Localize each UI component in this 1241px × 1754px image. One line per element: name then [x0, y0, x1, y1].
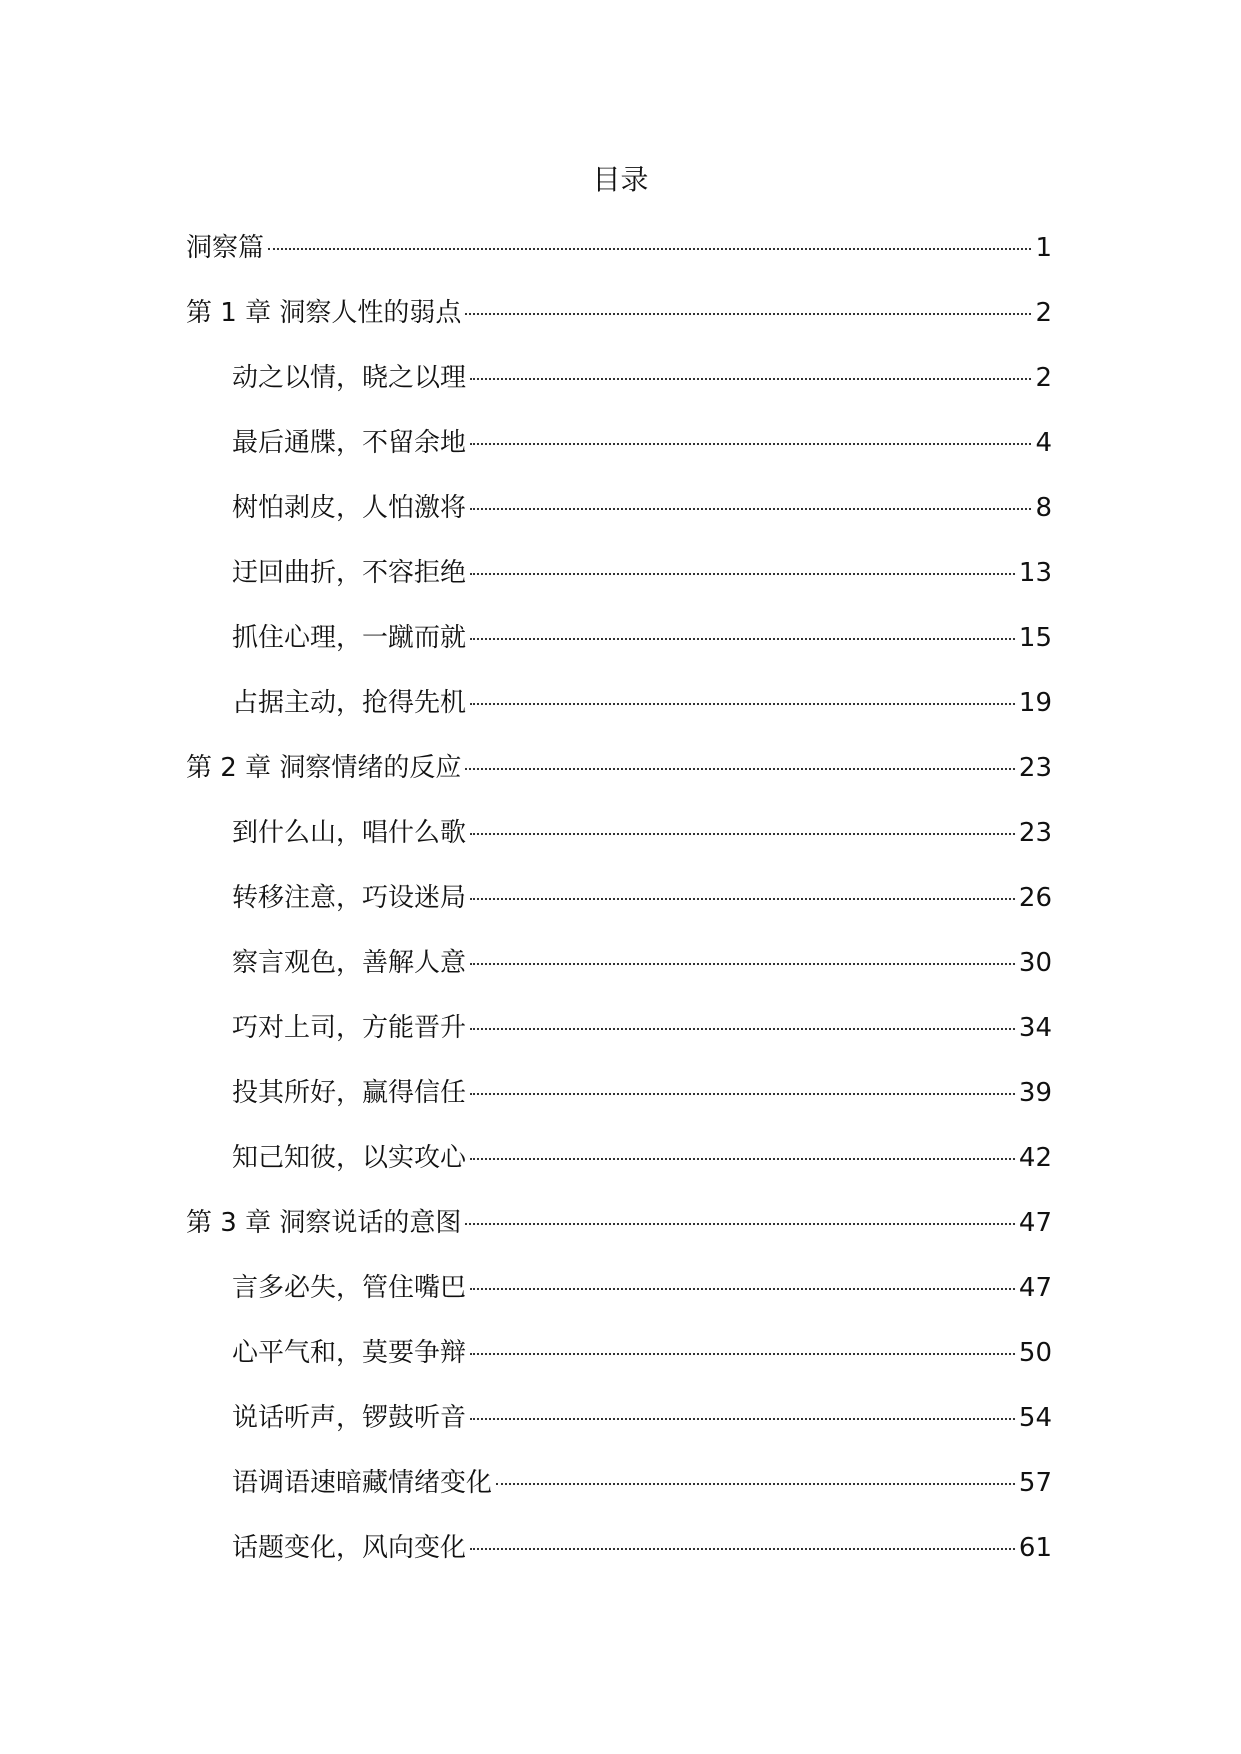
toc-page-number: 2 — [1035, 298, 1052, 328]
toc-page-number: 54 — [1018, 1403, 1052, 1433]
toc-entry-label: 动之以情，晓之以理 — [232, 363, 467, 393]
toc-chapter-entry[interactable] — [186, 748, 1052, 813]
toc-chapter-entry[interactable] — [186, 228, 1052, 293]
toc-section-entry[interactable] — [186, 553, 1052, 618]
toc-section-entry[interactable] — [186, 618, 1052, 683]
toc-dot-leader — [470, 1353, 1015, 1355]
toc-entry-label: 语调语速暗藏情绪变化 — [232, 1468, 493, 1498]
toc-section-entry[interactable] — [186, 683, 1052, 748]
toc-dot-leader — [470, 638, 1015, 640]
toc-dot-leader — [470, 573, 1015, 575]
toc-page-number: 42 — [1018, 1143, 1052, 1173]
toc-dot-leader — [496, 1483, 1015, 1485]
toc-section-entry[interactable] — [186, 423, 1052, 488]
toc-chapter-entry[interactable] — [186, 293, 1052, 358]
toc-entry-label: 占据主动，抢得先机 — [232, 688, 467, 718]
toc-entry-label: 第 2 章 洞察情绪的反应 — [186, 753, 462, 783]
toc-dot-leader — [470, 508, 1031, 510]
toc-page-number: 15 — [1018, 623, 1052, 653]
toc-dot-leader — [470, 1093, 1015, 1095]
toc-chapter-entry[interactable] — [186, 1203, 1052, 1268]
toc-entry-label: 知己知彼，以实攻心 — [232, 1143, 467, 1173]
toc-dot-leader — [470, 833, 1015, 835]
toc-page-number: 50 — [1018, 1338, 1052, 1368]
toc-page-number: 8 — [1035, 493, 1052, 523]
toc-dot-leader — [470, 1548, 1015, 1550]
toc-section-entry[interactable] — [186, 1268, 1052, 1333]
toc-dot-leader — [470, 1418, 1015, 1420]
toc-section-entry[interactable] — [186, 1138, 1052, 1203]
toc-page-number: 26 — [1018, 883, 1052, 913]
toc-page-number: 4 — [1035, 428, 1052, 458]
toc-page-number: 1 — [1035, 233, 1052, 263]
toc-page-number: 34 — [1018, 1013, 1052, 1043]
toc-dot-leader — [470, 703, 1015, 705]
toc-entry-label: 洞察篇 — [186, 233, 265, 263]
toc-dot-leader — [470, 1158, 1015, 1160]
toc-page-number: 23 — [1018, 818, 1052, 848]
toc-dot-leader — [470, 1288, 1015, 1290]
toc-dot-leader — [268, 248, 1031, 250]
toc-section-entry[interactable] — [186, 878, 1052, 943]
toc-page-number: 57 — [1018, 1468, 1052, 1498]
toc-page-number: 39 — [1018, 1078, 1052, 1108]
toc-entry-label: 言多必失，管住嘴巴 — [232, 1273, 467, 1303]
toc-entry-label: 第 1 章 洞察人性的弱点 — [186, 298, 462, 328]
toc-section-entry[interactable] — [186, 1398, 1052, 1463]
toc-entry-label: 树怕剥皮，人怕激将 — [232, 493, 467, 523]
toc-entry-label: 最后通牒，不留余地 — [232, 428, 467, 458]
toc-section-entry[interactable] — [186, 1008, 1052, 1073]
toc-page-number: 30 — [1018, 948, 1052, 978]
toc-entry-label: 抓住心理，一蹴而就 — [232, 623, 467, 653]
toc-page-number: 47 — [1018, 1273, 1052, 1303]
toc-entry-label: 巧对上司，方能晋升 — [232, 1013, 467, 1043]
toc-dot-leader — [465, 768, 1015, 770]
toc-entry-label: 到什么山，唱什么歌 — [232, 818, 467, 848]
toc-section-entry[interactable] — [186, 813, 1052, 878]
toc-page-number: 23 — [1018, 753, 1052, 783]
toc-dot-leader — [470, 963, 1015, 965]
toc-section-entry[interactable] — [186, 358, 1052, 423]
toc-entry-label: 说话听声，锣鼓听音 — [232, 1403, 467, 1433]
toc-dot-leader — [465, 1223, 1015, 1225]
toc-section-entry[interactable] — [186, 943, 1052, 1008]
toc-section-entry[interactable] — [186, 1463, 1052, 1528]
toc-page-number: 2 — [1035, 363, 1052, 393]
toc-entry-label: 话题变化，风向变化 — [232, 1533, 467, 1563]
toc-dot-leader — [470, 1028, 1015, 1030]
toc-dot-leader — [470, 898, 1015, 900]
toc-page-number: 61 — [1018, 1533, 1052, 1563]
toc-page-number: 47 — [1018, 1208, 1052, 1238]
toc-section-entry[interactable] — [186, 1528, 1052, 1593]
toc-entry-label: 第 3 章 洞察说话的意图 — [186, 1208, 462, 1238]
toc-section-entry[interactable] — [186, 1073, 1052, 1138]
toc-entry-label: 察言观色，善解人意 — [232, 948, 467, 978]
toc-section-entry[interactable] — [186, 1333, 1052, 1398]
toc-list — [186, 228, 1052, 1593]
toc-entry-label: 迂回曲折，不容拒绝 — [232, 558, 467, 588]
toc-entry-label: 心平气和，莫要争辩 — [232, 1338, 467, 1368]
toc-title: 目录 — [592, 163, 649, 196]
toc-page-number: 13 — [1018, 558, 1052, 588]
toc-section-entry[interactable] — [186, 488, 1052, 553]
toc-dot-leader — [470, 378, 1031, 380]
toc-page-number: 19 — [1018, 688, 1052, 718]
toc-dot-leader — [465, 313, 1031, 315]
toc-dot-leader — [470, 443, 1031, 445]
toc-entry-label: 转移注意，巧设迷局 — [232, 883, 467, 913]
toc-entry-label: 投其所好，赢得信任 — [232, 1078, 467, 1108]
